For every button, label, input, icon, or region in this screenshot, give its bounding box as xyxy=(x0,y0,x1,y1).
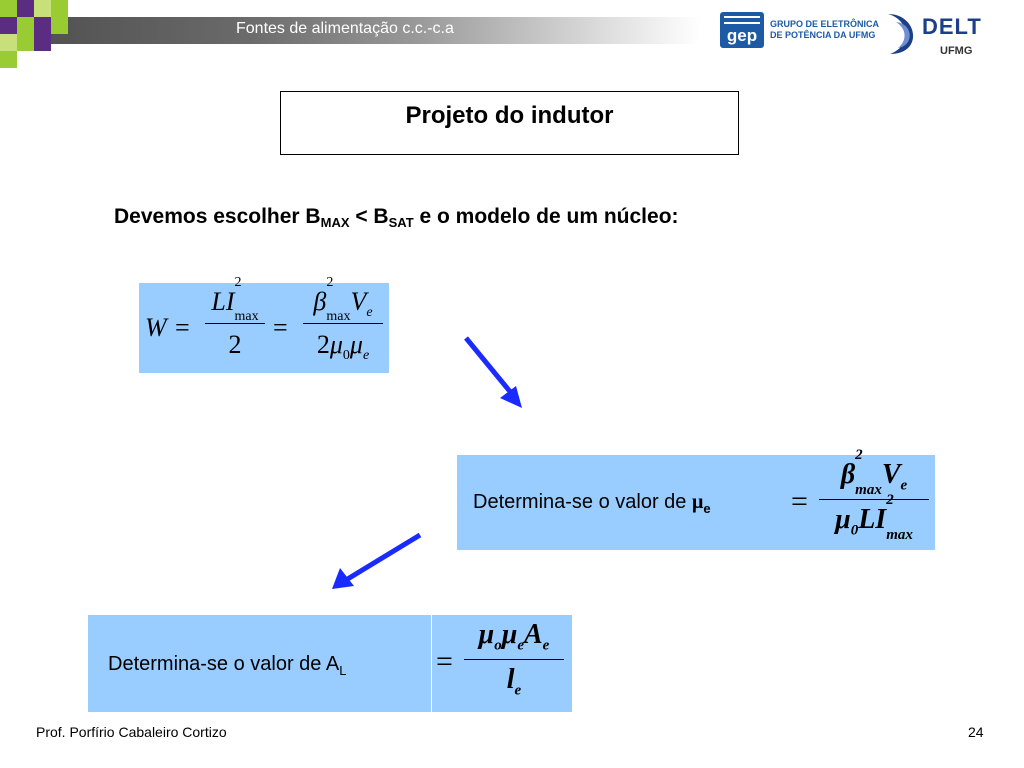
al-equals: = xyxy=(436,645,453,678)
al-label: Determina-se o valor de $A_L$ xyxy=(108,653,347,678)
gep-line1: GRUPO DE ELETRÔNICA xyxy=(770,19,880,29)
slide-title: Projeto do indutor xyxy=(405,102,614,129)
mu-e-label: Determina-se o valor de $\mu_e$ xyxy=(473,491,711,516)
mu-e-equals: = xyxy=(791,485,808,518)
mu-e-fraction: β 2 $_{max}V_e$ $\mu_0LI$ 2 $_{max}$ xyxy=(819,459,929,540)
gep-line2: DE POTÊNCIA DA UFMG xyxy=(770,30,876,40)
delt-logo-text: DELT xyxy=(922,14,982,39)
eq1-fraction-1: LI 2 $_{max}$ 2 xyxy=(205,287,265,360)
ufmg-logo-text: UFMG xyxy=(940,45,973,57)
subtitle: Devemos escolher $B_{MAX} < B_{SAT}$ e o modelo de um núcleo: xyxy=(114,205,679,230)
footer-author: Prof. Porfírio Cabaleiro Cortizo xyxy=(36,724,227,740)
header-title: Fontes de alimentação c.c.-c.a xyxy=(236,20,454,37)
gep-logo-text: gep xyxy=(726,26,758,45)
eq1-lhs: W xyxy=(145,313,167,342)
page-number: 24 xyxy=(968,724,984,740)
eq1-equals-2: = xyxy=(273,313,288,342)
eq1-equals: = xyxy=(175,313,190,342)
mu-e-box xyxy=(457,447,935,550)
eq1-fraction-2: β 2 $_{max}V_e$ $2\mu_0\mu_e$ xyxy=(303,287,383,364)
al-label-box xyxy=(88,615,431,712)
al-fraction: $\mu_o\mu_eA_e$ $l_e$ xyxy=(464,619,564,700)
al-equation-box xyxy=(432,615,572,712)
